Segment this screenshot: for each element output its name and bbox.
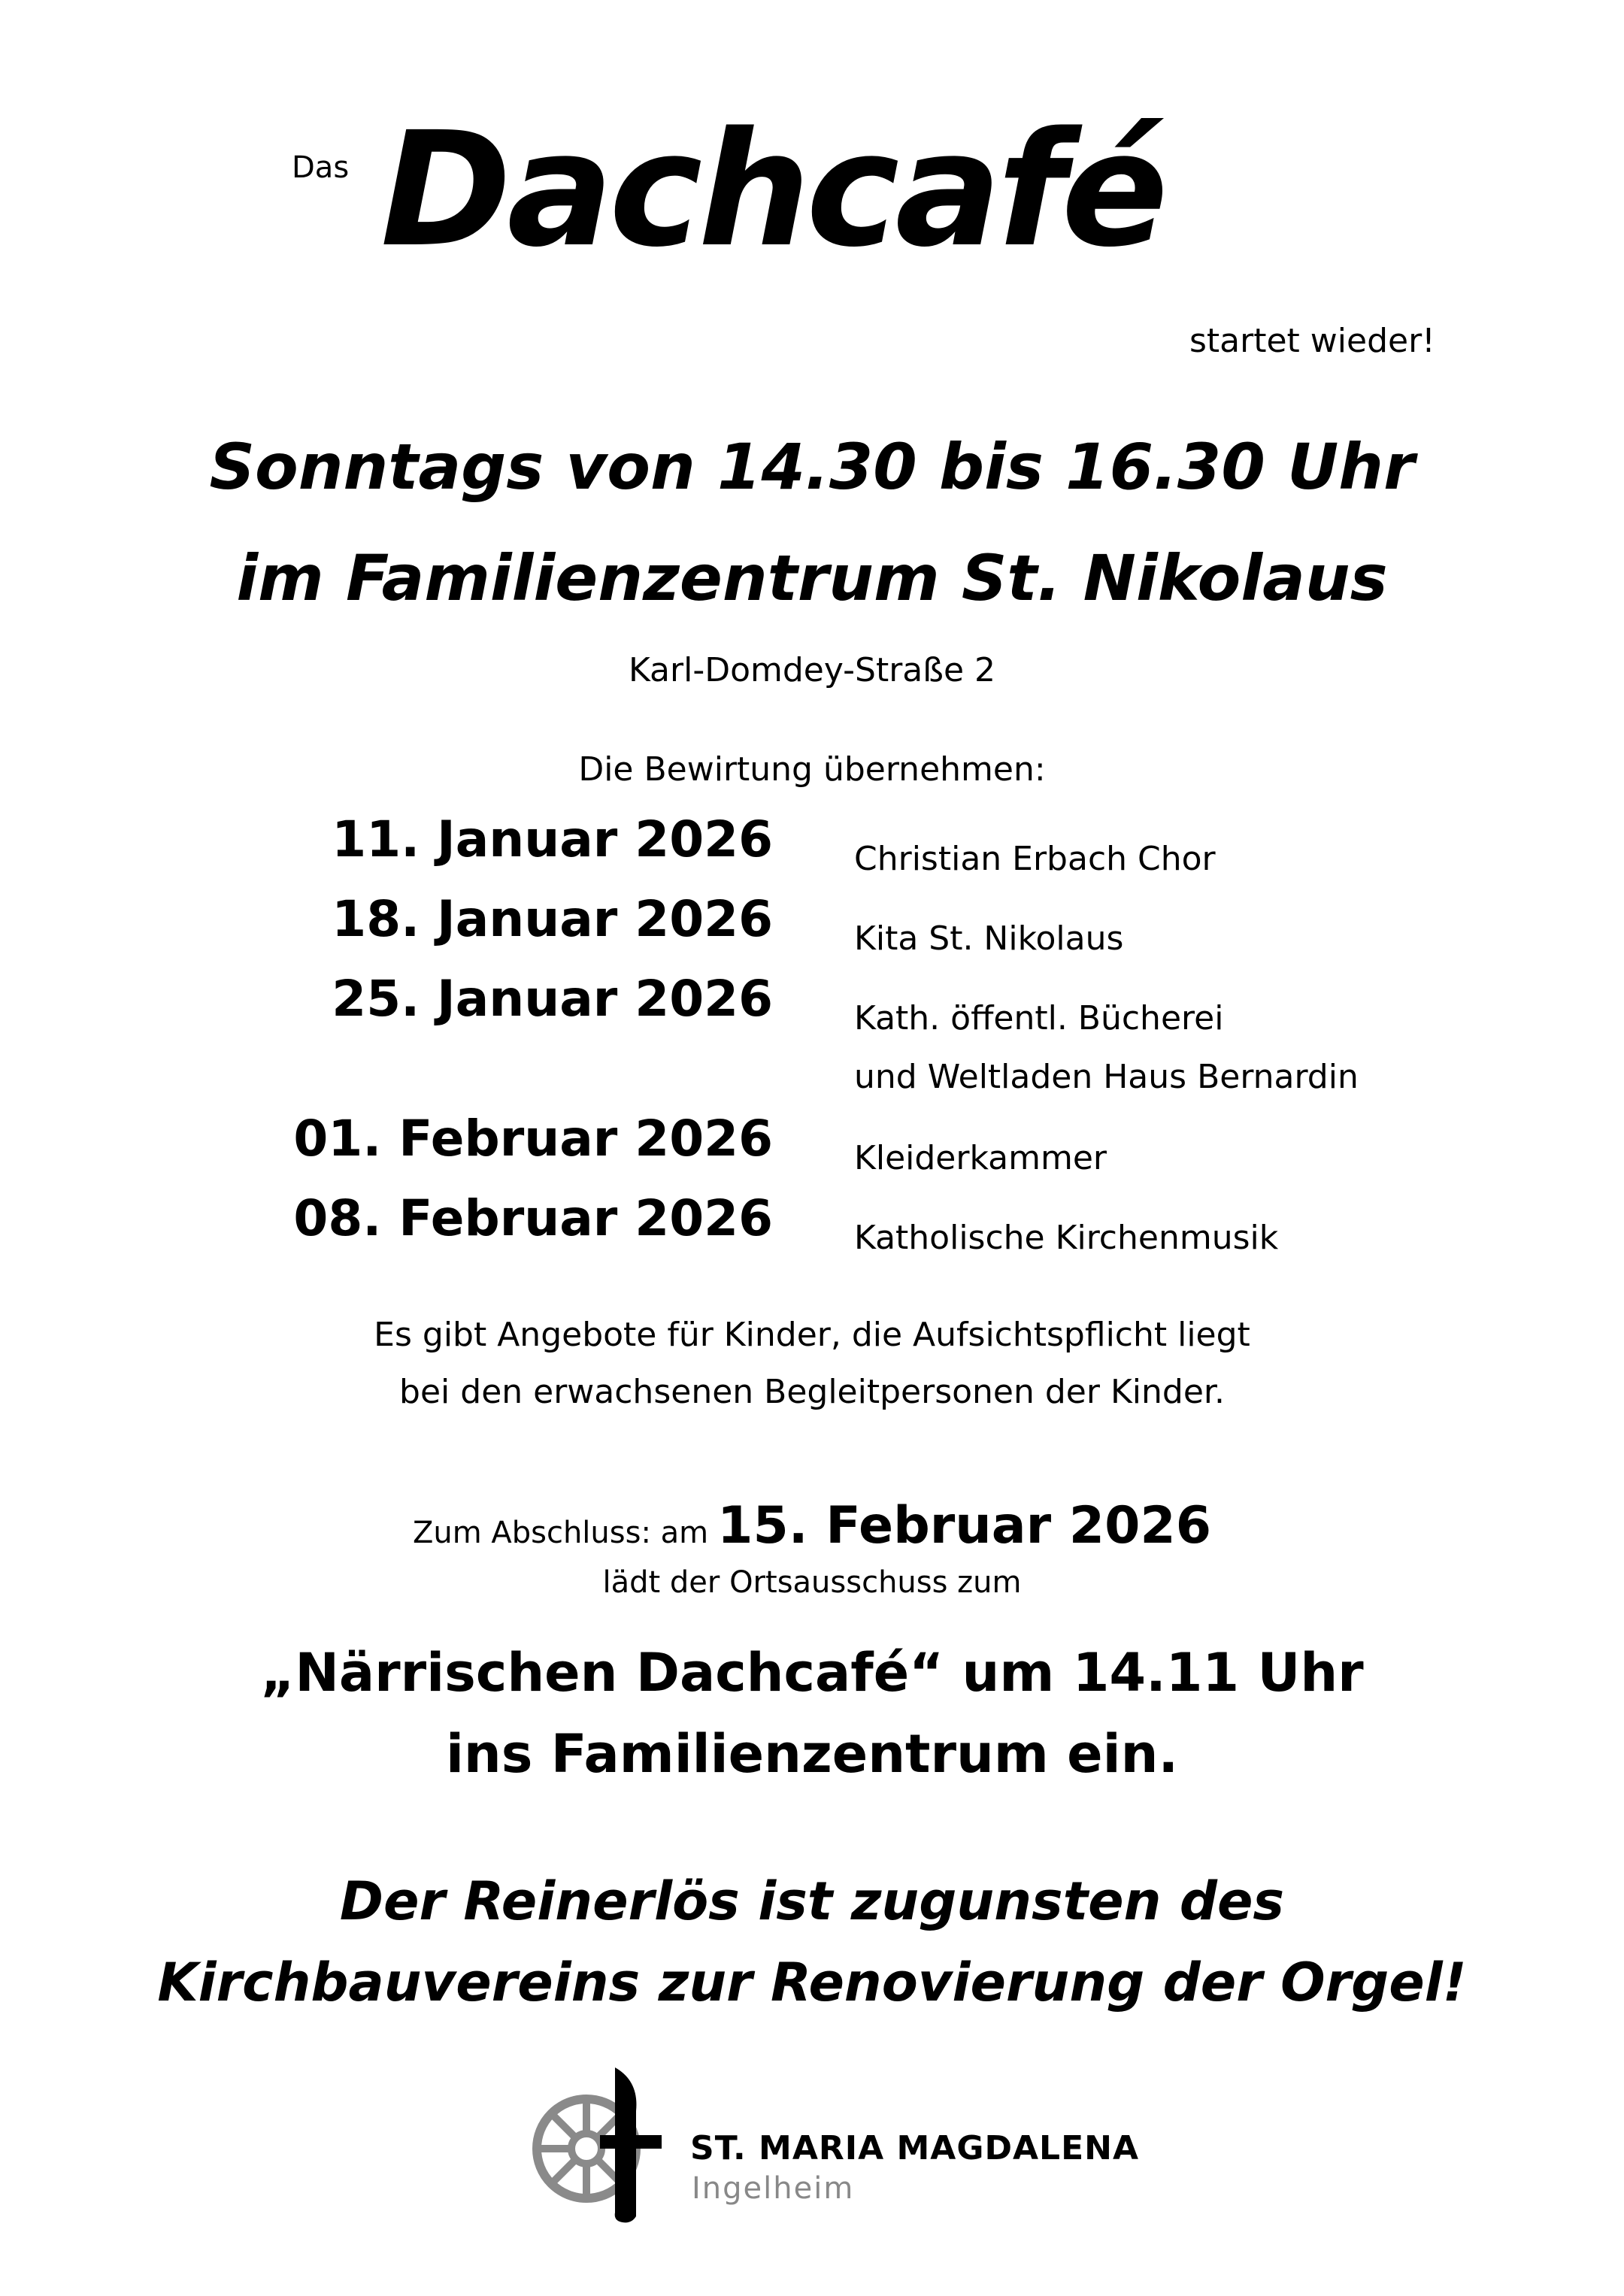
schedule-host: Katholische Kirchenmusik (854, 1219, 1279, 1257)
page-title: Dachcafé (380, 98, 1164, 282)
schedule-host: Christian Erbach Chor (854, 840, 1216, 878)
organization-city: Ingelheim (692, 2171, 855, 2206)
schedule-date: 25. Januar 2026 (332, 970, 773, 1028)
schedule-date: 01. Februar 2026 (293, 1110, 773, 1168)
narr-line2: ins Familienzentrum ein. (445, 1723, 1179, 1785)
address: Karl-Domdey-Straße 2 (628, 651, 996, 689)
headline-time: Sonntags von 14.30 bis 16.30 Uhr (209, 430, 1415, 504)
schedule-date: 18. Januar 2026 (332, 890, 773, 948)
abschluss-prefix: Zum Abschluss: am (412, 1516, 709, 1550)
reinerloes-line1: Der Reinerlös ist zugunsten des (339, 1870, 1285, 1932)
schedule-row (0, 890, 1624, 970)
schedule-host-line1: Kath. öffentl. Bücherei (854, 999, 1224, 1037)
abschluss-line (0, 1496, 1624, 1555)
schedule-date: 08. Februar 2026 (293, 1189, 773, 1247)
cross-wheel-logo-icon (526, 2066, 669, 2224)
schedule-row (0, 1110, 1624, 1189)
schedule-row (0, 970, 1624, 1111)
schedule-row (0, 1189, 1624, 1269)
schedule-row (0, 810, 1624, 890)
bewirtung-label: Die Bewirtung übernehmen: (578, 750, 1046, 789)
schedule-date: 11. Januar 2026 (332, 810, 773, 868)
narr-line1: „Närrischen Dachcafé“ um 14.11 Uhr (260, 1642, 1364, 1704)
schedule-host-line2: und Weltladen Haus Bernardin (854, 1058, 1359, 1096)
headline-location: im Familienzentrum St. Nikolaus (236, 541, 1388, 615)
schedule-host (854, 989, 1359, 1107)
startet-text: startet wieder! (1189, 322, 1435, 360)
das-text: Das (292, 150, 350, 185)
abschluss-line2: lädt der Ortsausschuss zum (602, 1565, 1022, 1600)
reinerloes-line2: Kirchbauvereins zur Renovierung der Orgel! (157, 1952, 1467, 2013)
organization-name: ST. MARIA MAGDALENA (690, 2129, 1140, 2167)
schedule-host: Kleiderkammer (854, 1139, 1107, 1177)
kinder-note-line2: bei den erwachsenen Begleitpersonen der Kinder. (399, 1373, 1225, 1411)
abschluss-date: 15. Februar 2026 (717, 1496, 1212, 1555)
kinder-note-line1: Es gibt Angebote für Kinder, die Aufsichtspflicht liegt (374, 1316, 1250, 1354)
schedule-host: Kita St. Nikolaus (854, 919, 1124, 958)
